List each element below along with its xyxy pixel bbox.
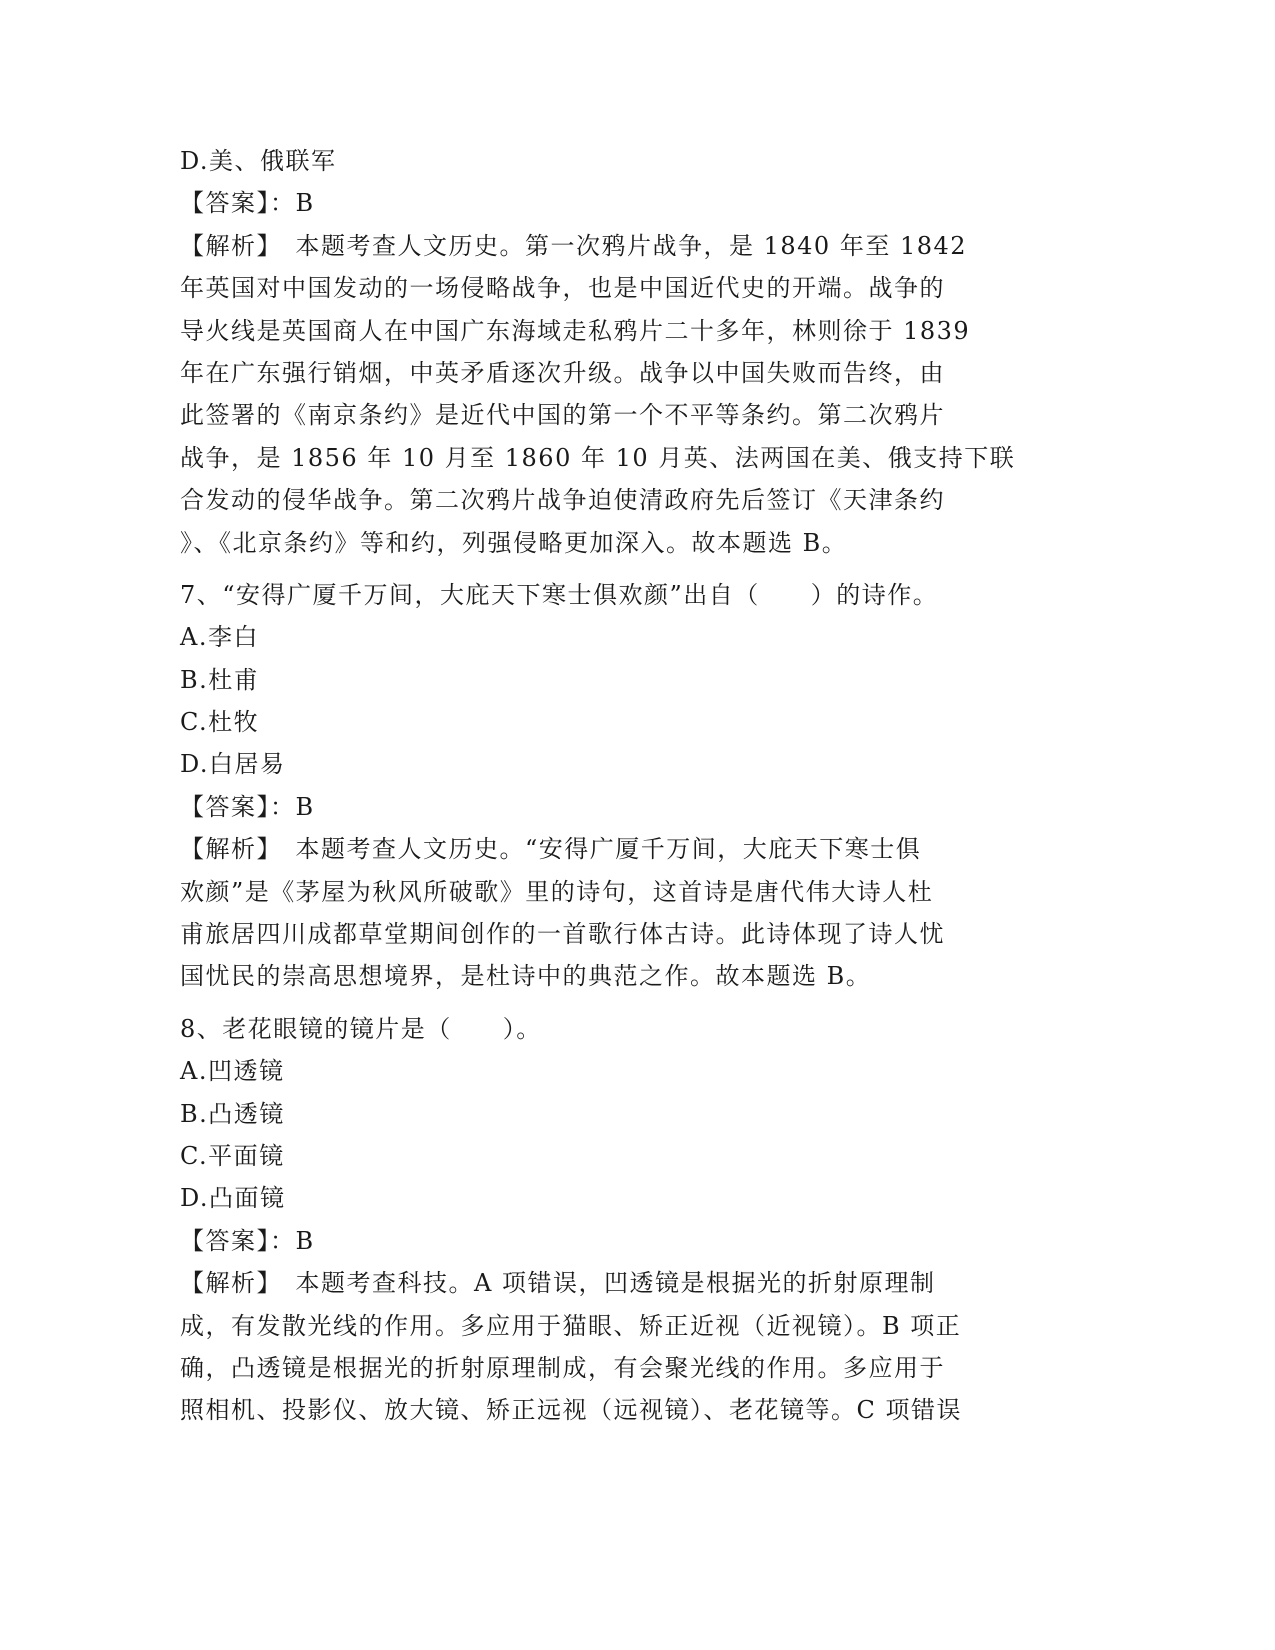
answer: 【答案】：B (180, 792, 315, 821)
analysis-line: 【解析】 本题考查人文历史。第一次鸦片战争，是 1840 年至 1842 (180, 231, 968, 260)
option-c: C.杜牧 (180, 708, 260, 737)
option-d: D.美、俄联军 (180, 147, 337, 175)
analysis-line: 战争，是 1856 年 10 月至 1860 年 10 月英、法两国在美、俄支持下联 (180, 443, 1016, 472)
analysis-line: 成，有发散光线的作用。多应用于猫眼、矫正近视（近视镜）。B 项正 (180, 1311, 962, 1340)
question-7: 7、“安得广厦千万间，大庇天下寒士俱欢颜”出自（ ）的诗作。 (180, 580, 939, 609)
analysis-line: 确，凸透镜是根据光的折射原理制成，有会聚光线的作用。多应用于 (180, 1353, 945, 1382)
analysis-line: 国忧民的崇高思想境界，是杜诗中的典范之作。故本题选 B。 (180, 962, 872, 991)
analysis-line: 此签署的《南京条约》是近代中国的第一个不平等条约。第二次鸦片 (180, 401, 945, 430)
analysis (180, 225, 1060, 564)
option-d: D.凸面镜 (180, 1184, 286, 1213)
analysis-line: 年在广东强行销烟，中英矛盾逐次升级。战争以中国失败而告终，由 (180, 358, 945, 387)
option-a: A.凹透镜 (180, 1057, 285, 1086)
document-page (180, 140, 1060, 1432)
analysis-line: 照相机、投影仪、放大镜、矫正远视（远视镜）、老花镜等。C 项错误 (180, 1396, 962, 1425)
answer: 【答案】：B (180, 189, 315, 218)
analysis-line: 【解析】 本题考查科技。A 项错误，凹透镜是根据光的折射原理制 (180, 1269, 936, 1298)
option-a: A.李白 (180, 623, 259, 652)
option-b: B.杜甫 (180, 665, 260, 694)
analysis-line: 年英国对中国发动的一场侵略战争，也是中国近代史的开端。战争的 (180, 274, 945, 303)
question-8: 8、老花眼镜的镜片是（ ）。 (180, 1014, 542, 1043)
analysis-line: 》、《北京条约》等和约，列强侵略更加深入。故本题选 B。 (180, 528, 848, 557)
option-d: D.白居易 (180, 750, 286, 779)
answer: 【答案】：B (180, 1226, 315, 1255)
option-b: B.凸透镜 (180, 1099, 285, 1128)
analysis-line: 导火线是英国商人在中国广东海域走私鸦片二十多年，林则徐于 1839 (180, 316, 971, 345)
option-c: C.平面镜 (180, 1141, 285, 1170)
analysis-line: 【解析】 本题考查人文历史。“安得广厦千万间，大庇天下寒士俱 (180, 835, 922, 864)
analysis (180, 828, 1060, 998)
analysis-line: 甫旅居四川成都草堂期间创作的一首歌行体古诗。此诗体现了诗人忧 (180, 920, 945, 949)
analysis-line: 合发动的侵华战争。第二次鸦片战争迫使清政府先后签订《天津条约 (180, 486, 945, 515)
analysis-line: 欢颜”是《茅屋为秋风所破歌》里的诗句，这首诗是唐代伟大诗人杜 (180, 877, 934, 906)
analysis (180, 1262, 1060, 1432)
